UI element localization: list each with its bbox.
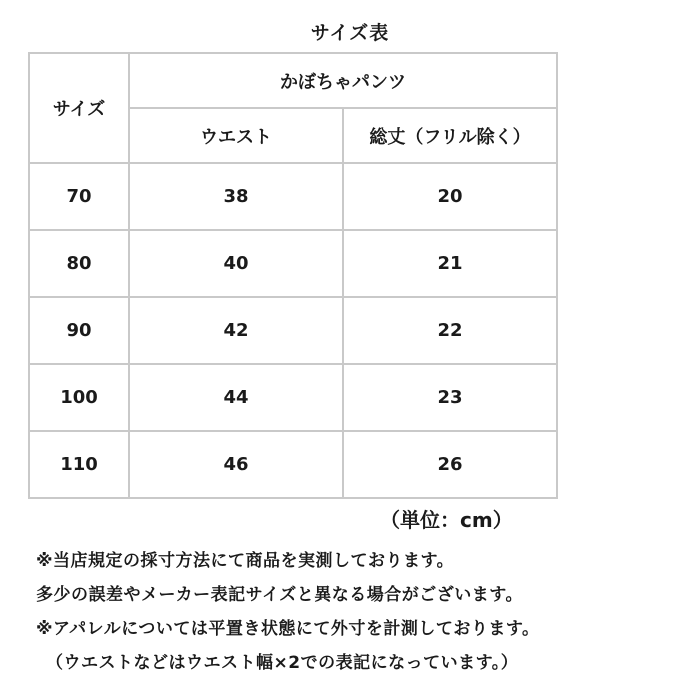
length-cell: 21 [343, 230, 557, 297]
table-header-row [29, 53, 557, 108]
size-column-header: サイズ [29, 53, 129, 163]
unit-label: （単位：cm） [380, 508, 513, 532]
page-title: サイズ表 [310, 22, 390, 44]
note-line: （ウエストなどはウエスト幅×2での表記になっています。） [46, 653, 519, 673]
length-cell: 23 [343, 364, 557, 431]
size-cell: 90 [29, 297, 129, 364]
notes-block [36, 544, 686, 680]
table-row [29, 364, 557, 431]
size-cell: 100 [29, 364, 129, 431]
waist-cell: 40 [129, 230, 343, 297]
table-row [29, 230, 557, 297]
size-cell: 110 [29, 431, 129, 498]
length-column-header: 総丈（フリル除く） [343, 108, 557, 163]
size-cell: 70 [29, 163, 129, 230]
length-cell: 26 [343, 431, 557, 498]
length-cell: 20 [343, 163, 557, 230]
length-cell: 22 [343, 297, 557, 364]
size-table [28, 52, 558, 499]
table-row [29, 297, 557, 364]
waist-cell: 44 [129, 364, 343, 431]
note-line: 多少の誤差やメーカー表記サイズと異なる場合がございます。 [36, 585, 523, 605]
waist-column-header: ウエスト [129, 108, 343, 163]
waist-cell: 42 [129, 297, 343, 364]
product-name-header: かぼちゃパンツ [129, 53, 557, 108]
table-row [29, 431, 557, 498]
note-line: ※アパレルについては平置き状態にて外寸を計測しております。 [36, 619, 540, 639]
size-cell: 80 [29, 230, 129, 297]
waist-cell: 38 [129, 163, 343, 230]
table-row [29, 163, 557, 230]
waist-cell: 46 [129, 431, 343, 498]
note-line: ※当店規定の採寸方法にて商品を実測しております。 [36, 551, 455, 571]
